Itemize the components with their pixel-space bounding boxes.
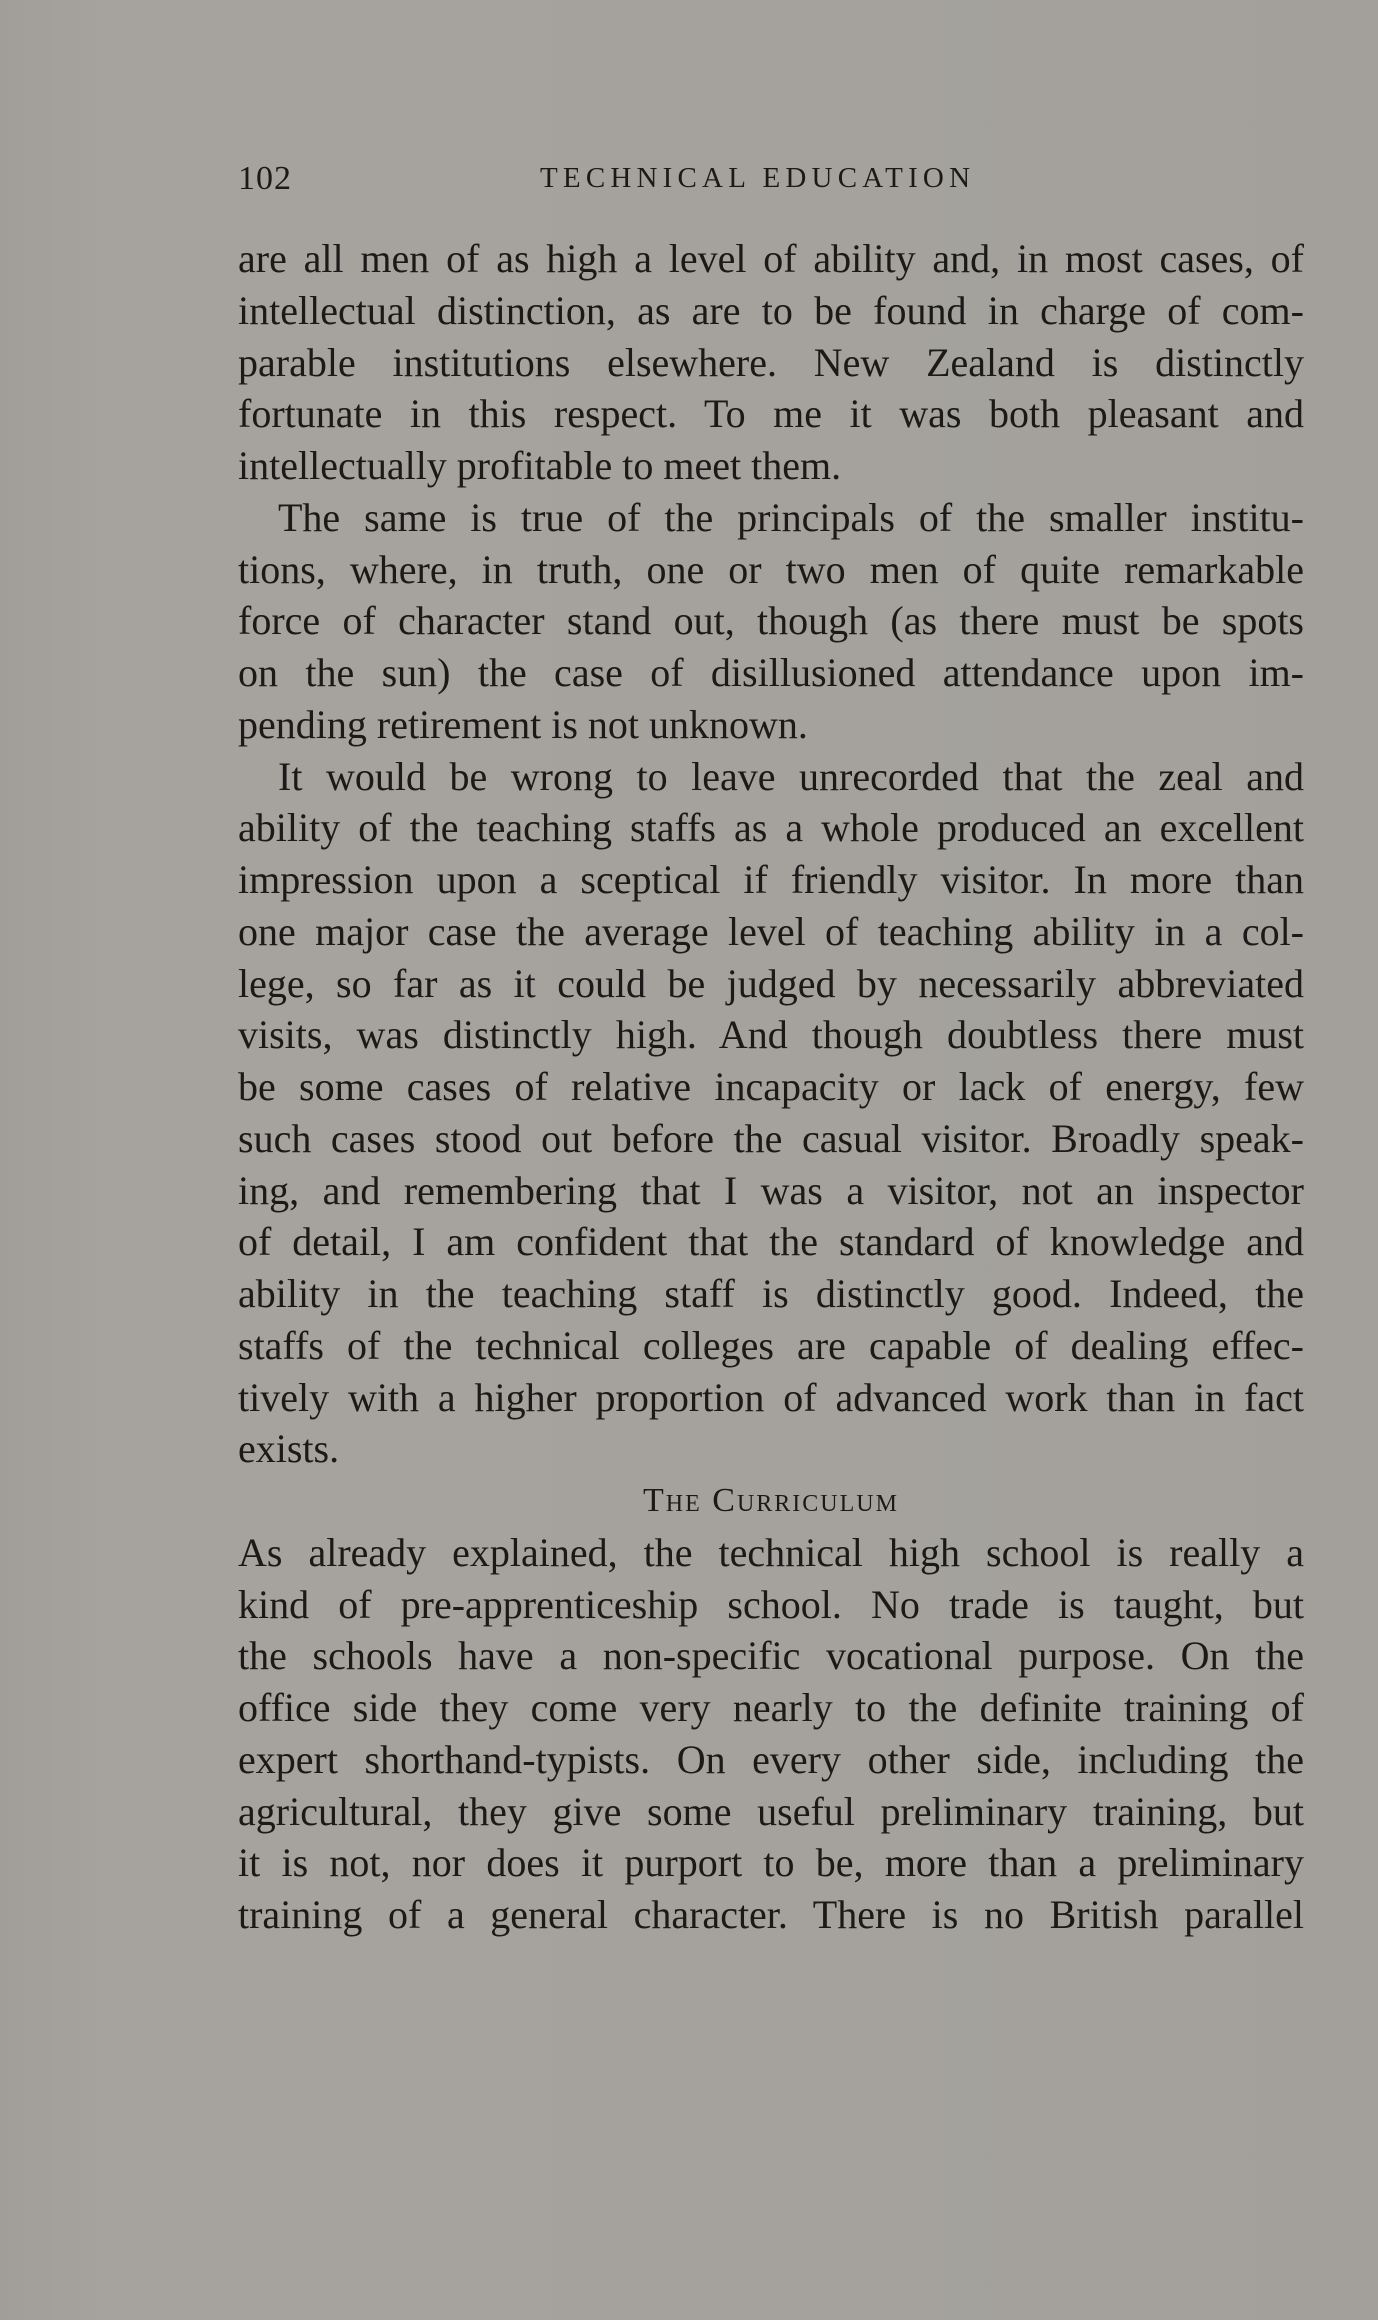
text-line: tively with a higher proportion of advanced work than in fact (238, 1374, 1304, 1420)
text-line: it is not, nor does it purport to be, more than a preliminary (238, 1840, 1304, 1886)
text-line: As already explained, the technical high school is really a (238, 1529, 1304, 1575)
text-line: training of a general character. There is no British parallel (238, 1892, 1304, 1937)
paragraph-first-line: The same is true of the principals of the smaller institu- (278, 494, 1304, 540)
text-line: of detail, I am confident that the standard of knowledge and (238, 1219, 1304, 1265)
text-line: intellectual distinction, as are to be found in charge of com- (238, 287, 1304, 333)
text-line: ability in the teaching staff is distinctly good. Indeed, the (238, 1271, 1304, 1316)
text-line: expert shorthand-typists. On every other side, including the (238, 1736, 1304, 1782)
paragraph-first-line: It would be wrong to leave unrecorded that the zeal and (278, 753, 1304, 799)
text-line: impression upon a sceptical if friendly visitor. In more than (238, 857, 1304, 902)
text-line: pending retirement is not unknown. (238, 701, 808, 747)
text-line: ing, and remembering that I was a visitor, not an inspector (238, 1167, 1304, 1213)
running-title: TECHNICAL EDUCATION (540, 162, 976, 194)
text-line: staffs of the technical colleges are capable of dealing effec- (238, 1322, 1304, 1368)
text-line: visits, was distinctly high. And though doubtless there must (238, 1012, 1304, 1058)
text-line: intellectually profitable to meet them. (238, 443, 842, 488)
text-line: agricultural, they give some useful preliminary training, but (238, 1788, 1304, 1834)
text-line: fortunate in this respect. To me it was both pleasant and (238, 391, 1304, 437)
text-line: exists. (238, 1426, 340, 1472)
text-line: be some cases of relative incapacity or lack of energy, few (238, 1064, 1304, 1109)
section-heading: The Curriculum (643, 1482, 899, 1519)
text-line: tions, where, in truth, one or two men of quite remarkable (238, 546, 1304, 592)
page-number: 102 (238, 160, 292, 197)
text-line: the schools have a non-specific vocational purpose. On the (238, 1633, 1304, 1679)
text-line: lege, so far as it could be judged by necessarily abbreviated (238, 960, 1304, 1006)
text-line: kind of pre-apprenticeship school. No trade is taught, but (238, 1581, 1304, 1627)
text-line: force of character stand out, though (as there must be spots (238, 598, 1304, 644)
text-line: such cases stood out before the casual visitor. Broadly speak- (238, 1115, 1304, 1161)
running-head (238, 160, 1304, 204)
body-text (238, 233, 1304, 1941)
text-line: are all men of as high a level of ability and, in most cases, of (238, 236, 1304, 281)
text-line: on the sun) the case of disillusioned attendance upon im- (238, 650, 1304, 695)
text-line: parable institutions elsewhere. New Zealand is distinctly (238, 339, 1304, 385)
text-line: one major case the average level of teaching ability in a col- (238, 908, 1304, 954)
text-line: office side they come very nearly to the definite training of (238, 1685, 1304, 1730)
text-line: ability of the teaching staffs as a whole produced an excellent (238, 805, 1304, 851)
